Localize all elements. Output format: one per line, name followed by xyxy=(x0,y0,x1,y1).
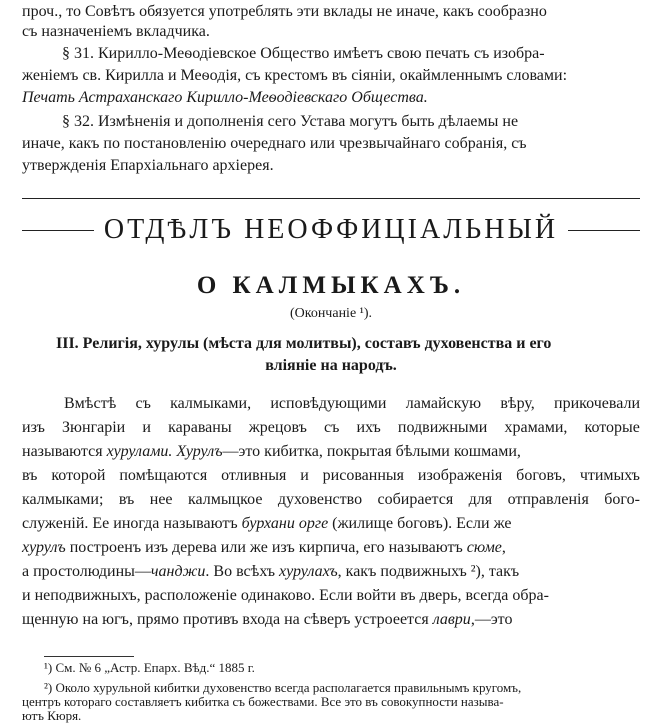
body-line-6 xyxy=(22,514,640,534)
word: Зюнгаріи xyxy=(62,419,126,436)
word: калмыками, xyxy=(170,395,252,412)
word: отправленія xyxy=(507,491,589,508)
italic-term: бурхани орге xyxy=(241,515,329,532)
paragraph-31-line-1 xyxy=(62,44,640,64)
word: въ xyxy=(22,467,38,484)
text-span: а простолюдины— xyxy=(22,563,151,580)
text-span: построенъ изъ дерева или же изъ кирпича, его называютъ xyxy=(65,539,467,556)
body-line-10 xyxy=(22,610,640,630)
body-line-9 xyxy=(22,586,640,606)
italic-term: хурулами. xyxy=(106,443,173,460)
word: духовенство xyxy=(277,491,363,508)
italic-term: хурулъ xyxy=(22,539,66,556)
word: съ xyxy=(135,395,151,412)
top-text-line-1 xyxy=(22,2,640,22)
italic-term: сюме xyxy=(466,539,502,556)
word: ихъ xyxy=(356,419,381,436)
word: Вмѣстѣ xyxy=(64,395,117,412)
word: изъ xyxy=(22,419,45,436)
word: которые xyxy=(584,419,640,436)
chapter-heading-line-1: III. Религія, хурулы (мѣста для молитвы), составъ духовенства и его xyxy=(56,335,552,352)
word: бого- xyxy=(604,491,640,508)
text-span: съ назначеніемъ вкладчика. xyxy=(22,23,210,40)
word: отливныя xyxy=(221,467,287,484)
word: чтимыхъ xyxy=(579,467,640,484)
word: храмами, xyxy=(504,419,568,436)
word: съ xyxy=(324,419,340,436)
chapter-note: (Окончаніе ¹). xyxy=(289,306,373,321)
word: въ xyxy=(118,491,135,508)
body-line-4 xyxy=(22,466,640,486)
word: ламайскую xyxy=(405,395,482,412)
banner-dash-right xyxy=(568,230,640,231)
footnote-2-line-3: ютъ Кюря. xyxy=(22,708,82,723)
word: подвижными xyxy=(397,419,488,436)
italic-term: лаври xyxy=(432,611,471,628)
body-line-3 xyxy=(22,442,640,462)
body-line-7 xyxy=(22,538,640,558)
top-text-line-2 xyxy=(22,22,640,42)
body-line-5 xyxy=(22,490,640,510)
text-span: . Во всѣхъ xyxy=(205,563,280,580)
text-span: проч., то Совѣтъ обязуется употреблять эти вклады не иначе, какъ сообразно xyxy=(22,3,547,20)
body-line-1 xyxy=(64,394,640,414)
text-span: иначе, какъ по постановленію очереднаго или чрезвычайнаго собранія, съ xyxy=(22,135,527,152)
word: которой xyxy=(51,467,106,484)
text-span: (жилище боговъ). Если же xyxy=(328,515,512,532)
text-span: ,—это xyxy=(470,611,513,628)
footnote-2-line-2: центръ котораго составляетъ кибитка съ божествами. Все это въ совокупности называ- xyxy=(22,694,504,709)
text-span: § 31. Кирилло-Меѳодіевское Общество имѣетъ свою печать съ изобра- xyxy=(62,45,545,62)
body-line-2 xyxy=(22,418,640,438)
paragraph-31-line-2 xyxy=(22,66,640,86)
footnote-2-line-1: ²) Около хурульной кибитки духовенство всегда располагается правильнымъ кругомъ, xyxy=(44,680,522,695)
italic-term: хурулахъ xyxy=(279,563,338,580)
word: жрецовъ xyxy=(248,419,307,436)
text-span: § 32. Измѣненія и дополненія сего Устава могутъ быть дѣлаемы не xyxy=(62,113,519,130)
paragraph-32-line-2 xyxy=(22,134,640,154)
section-banner xyxy=(22,214,640,246)
word: нее xyxy=(149,491,173,508)
text-span: и неподвижныхъ, расположеніе одинаково. Если войти въ дверь, всегда обра- xyxy=(22,587,549,604)
chapter-heading-line-2: вліяніе на народъ. xyxy=(265,357,397,374)
body-line-8 xyxy=(22,562,640,582)
text-span: Печать Астраханскаго Кирилло-Меѳодіевскаго Общества. xyxy=(22,89,428,106)
word: калмыками; xyxy=(22,491,104,508)
paragraph-32-line-1 xyxy=(62,112,640,132)
text-span: утвержденія Епархіальнаго архіерея. xyxy=(22,157,274,174)
chapter-title: О КАЛМЫКАХЪ. xyxy=(196,272,466,299)
text-span: —это кибитка, покрытая бѣлыми кошмами, xyxy=(222,443,521,460)
text-span: щенную на югъ, прямо противъ входа на сѣверъ устроеется xyxy=(22,611,433,628)
word: для xyxy=(468,491,493,508)
word: и xyxy=(142,419,151,436)
word: боговъ, xyxy=(516,467,566,484)
paragraph-31-seal-text xyxy=(22,88,640,108)
italic-term: чанджи xyxy=(150,563,206,580)
word: исповѣдующими xyxy=(270,395,387,412)
text-span: женіемъ св. Кирилла и Меѳодія, съ крестомъ въ сіяніи, окаймленнымъ словами: xyxy=(22,67,568,84)
text-span: служеній. Ее иногда называютъ xyxy=(22,515,242,532)
section-banner-title: ОТДѢЛЪ НЕОФФИЦІАЛЬНЫЙ xyxy=(103,214,559,245)
word: рисованныя xyxy=(322,467,405,484)
footnote-rule xyxy=(44,656,134,657)
text-span: , xyxy=(501,539,506,556)
word: изображенія xyxy=(417,467,503,484)
text-span: , какъ подвижныхъ ²), такъ xyxy=(337,563,520,580)
banner-dash-left xyxy=(22,230,94,231)
word: собирается xyxy=(377,491,454,508)
word: прикочевали xyxy=(554,395,640,412)
word: и xyxy=(300,467,309,484)
word: калмыцкое xyxy=(187,491,263,508)
footnote-1: ¹) См. № 6 „Астр. Епарх. Вѣд.“ 1885 г. xyxy=(44,660,255,675)
word: вѣру, xyxy=(500,395,535,412)
text-span: называются xyxy=(22,443,107,460)
word: караваны xyxy=(168,419,232,436)
italic-term: Хурулъ xyxy=(176,443,223,460)
paragraph-32-line-3 xyxy=(22,156,640,176)
section-divider xyxy=(22,198,640,199)
word: помѣщаются xyxy=(119,467,208,484)
